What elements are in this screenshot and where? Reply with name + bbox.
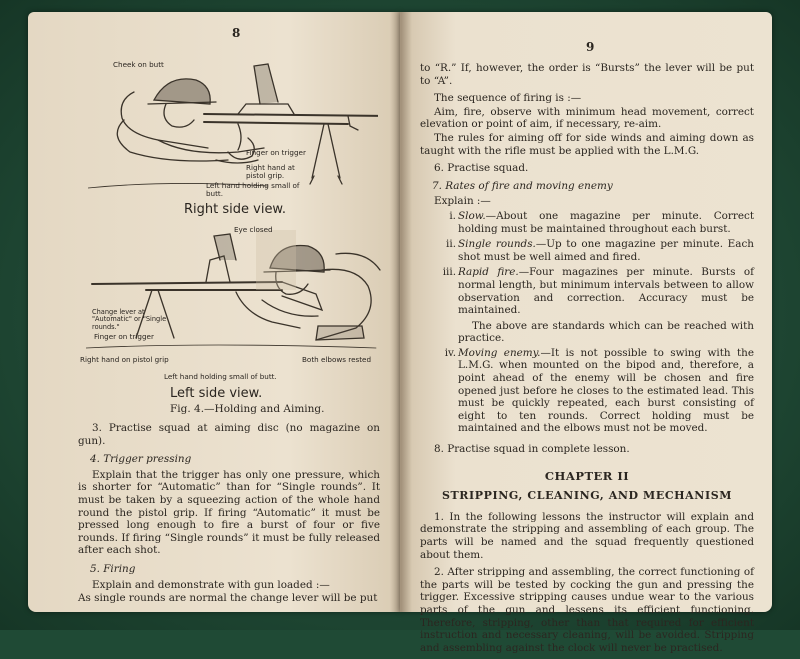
rate-item-single-rounds: ii. Single rounds.—Up to one magazine per minute. Each shot must be well aimed and fired.: [446, 238, 754, 263]
para-standards: The above are standards which can be reached with practice.: [458, 319, 754, 345]
rates-list-continued: [420, 347, 754, 435]
item-6-practise-squad: 6. Practise squad.: [434, 162, 529, 175]
label-finger-on-trigger-2: Finger on trigger: [94, 332, 154, 341]
rate-item-slow: i. Slow.—About one magazine per minute. Correct holding must be maintained throughout each burst.: [449, 209, 754, 235]
right-page-text: [420, 62, 754, 659]
label-left-hand-small-of-butt-1: Left hand holding small of butt.: [206, 181, 300, 198]
para-sequence-intro: The sequence of firing is :—: [434, 92, 582, 105]
heading-firing: 5. Firing: [90, 562, 136, 575]
chapter-para-2: 2. After stripping and assembling, the correct functioning of the parts will be tested by cocking the gun and pressing the trigger. Excessive stripping causes undue wear to the various parts of the gun and lessens its efficient functioning. Therefore, stripping, other than that required for efficient instruction and necessary cleaning, will be avoided. Stripping and assembling against the clock will never be practised.: [420, 566, 754, 654]
para-aiming-off-rules: The rules for aiming off for side winds and aiming down as taught with the rifle must be applied with the L.M.G.: [420, 131, 754, 157]
figure-right-side-view-drawing: [88, 60, 378, 200]
rates-list: [420, 210, 754, 317]
label-right-hand-pistol-grip: Right hand at pistol grip.: [246, 163, 295, 180]
para-explain-demonstrate: Explain and demonstrate with gun loaded :—: [92, 578, 330, 591]
right-page: [400, 12, 772, 654]
rate-item-rapid-fire: iii. Rapid fire.—Four magazines per minute. Bursts of normal length, but minimum intervals between to allow observation and correction. Accuracy must be maintained.: [442, 266, 754, 317]
label-both-elbows-rested: Both elbows rested: [302, 355, 372, 364]
figure-caption: Fig. 4.—Holding and Aiming.: [170, 403, 325, 415]
para-single-rounds-normal: As single rounds are normal the change lever will be put: [78, 592, 378, 605]
label-finger-on-trigger-1: Finger on trigger: [246, 148, 306, 157]
heading-trigger-pressing: 4. Trigger pressing: [90, 453, 192, 466]
page-number-left: 8: [232, 26, 241, 40]
label-right-hand-on-pistol-grip: Right hand on pistol grip: [80, 355, 169, 364]
left-page: [28, 12, 400, 612]
para-trigger-pressing: Explain that the trigger has only one pressure, which is shorter for “Automatic” than for “Single rounds”. It must be taken by a squeezing action of the whole hand round the pistol grip. If firing “Automatic” it must be pressed long enough to fire a burst of four or five rounds. If firing “Single rounds” it must be fully released after each shot.: [78, 468, 380, 557]
item-8-practise-complete: 8. Practise squad in complete lesson.: [434, 443, 630, 456]
book-gutter: [390, 12, 412, 612]
open-booklet: [28, 12, 768, 654]
label-cheek-on-butt: Cheek on butt: [113, 60, 164, 69]
page-number-right: 9: [586, 40, 595, 54]
left-page-text: [78, 422, 380, 610]
item-3-practise-aiming-disc: 3. Practise squad at aiming disc (no magazine on gun).: [78, 422, 380, 447]
figure-title-left-side-view: Left side view.: [170, 386, 263, 401]
chapter-para-1: 1. In the following lessons the instructor will explain and demonstrate the stripping and assembling of each group. The parts will be named and the squad frequently questioned about them.: [420, 510, 754, 561]
para-lever-to-r: to “R.” If, however, the order is “Bursts” the lever will be put to “A”.: [420, 62, 754, 87]
para-explain: Explain :—: [434, 195, 491, 208]
label-change-lever: Change lever at "Automatic" or "Single rounds.": [92, 308, 167, 331]
chapter-title: STRIPPING, CLEANING, AND MECHANISM: [441, 489, 733, 503]
label-left-hand-small-of-butt-2: Left hand holding small of butt.: [164, 372, 277, 381]
chapter-number: CHAPTER II: [544, 468, 630, 483]
rate-item-moving-enemy: iv. Moving enemy.—It is not possible to swing with the L.M.G. when mounted on the bipod and, therefore, a point ahead of the enemy will be chosen and fire opened just before he closes to the estimated lead. This must be quickly repeated, each burst consisting of eight to ten rounds. Correct holding must be maintained and the elbows must not be moved.: [444, 346, 755, 435]
figure-title-right-side-view: Right side view.: [184, 202, 287, 217]
heading-rates-of-fire: 7. Rates of fire and moving enemy: [432, 179, 613, 192]
label-eye-closed: Eye closed: [234, 225, 273, 234]
para-sequence: Aim, fire, observe with minimum head movement, correct elevation or point of aim, if necessary, re-aim.: [420, 105, 754, 131]
